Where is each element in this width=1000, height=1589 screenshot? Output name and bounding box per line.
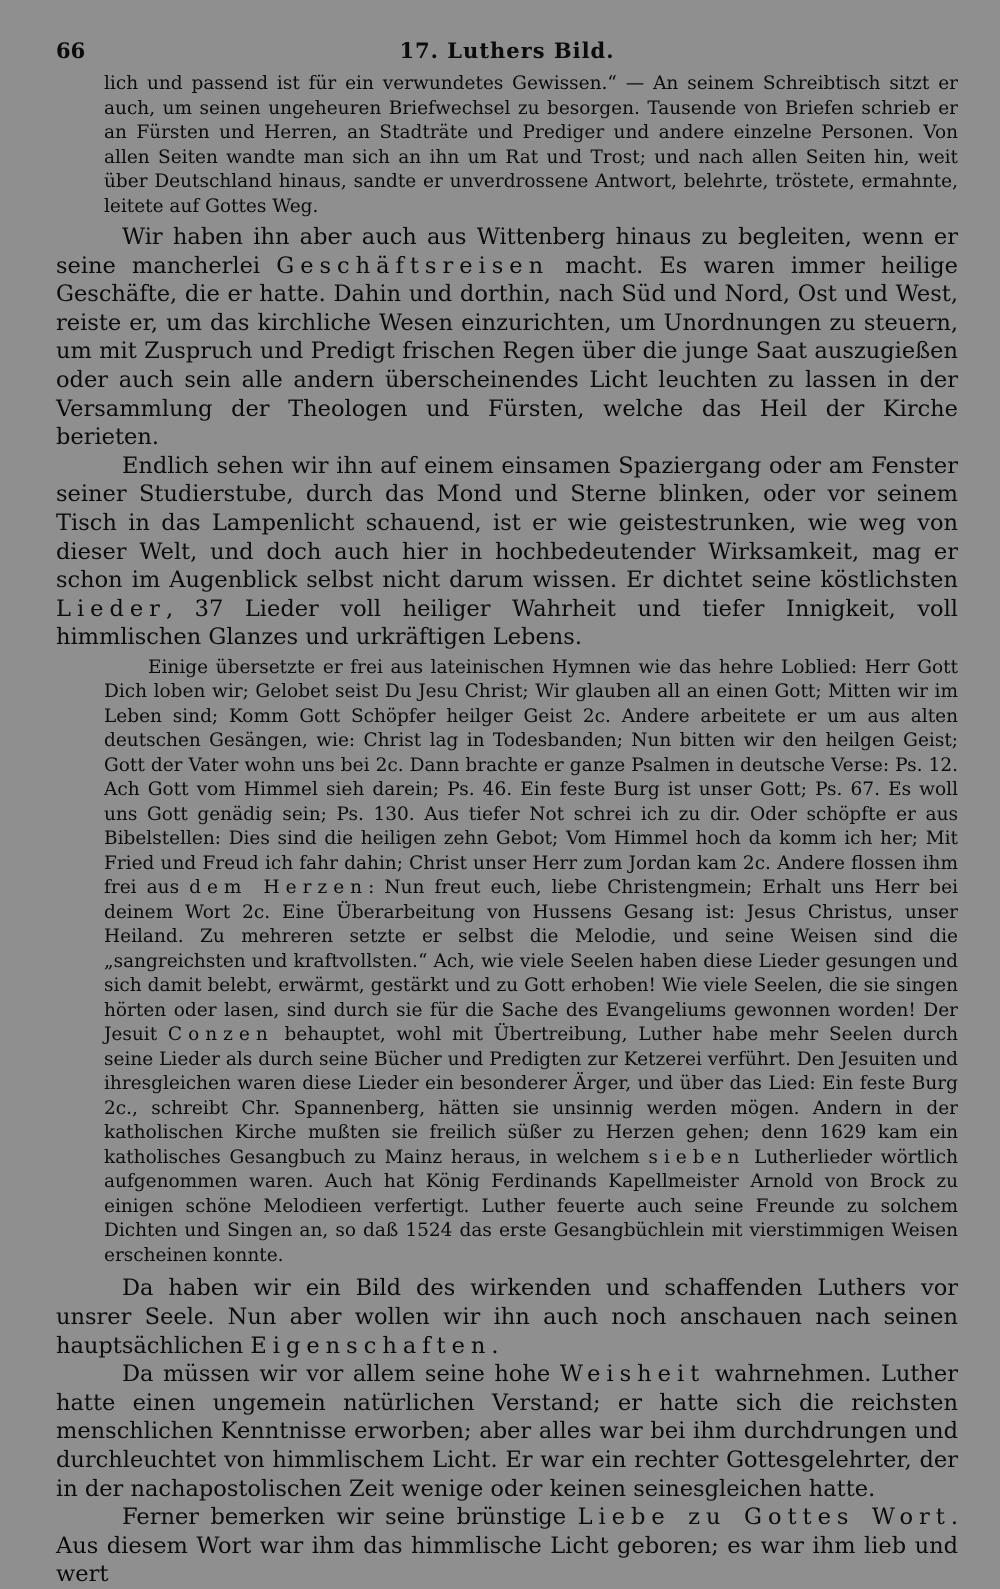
paragraph-text: Endlich sehen wir ihn auf einem einsamen Spaziergang oder am Fenster seiner Studierstube, durch das Mond und Sterne blinken, oder vor seinem Tisch in das Lampenlicht schauend, ist er wie geistestrunken, wie weg von dieser Welt, und doch auch hier in hochbedeutender Wirksamkeit, mag er schon im Augenblick selbst nicht darum wissen. Er dichtet seine köstlichsten bbox=[56, 452, 958, 594]
paragraph-journeys bbox=[56, 223, 958, 452]
paragraph-wisdom bbox=[56, 1360, 958, 1503]
paragraph-text: Da müssen wir vor allem seine hohe bbox=[122, 1361, 560, 1388]
emphasis-spaced: Eigenschaften bbox=[250, 1332, 492, 1359]
emphasis-spaced: Liebe zu Gottes Wort bbox=[577, 1504, 951, 1531]
paragraph-text: . bbox=[491, 1332, 499, 1359]
page-header bbox=[56, 32, 958, 72]
paragraph-text: Lutherlieder wörtlich aufgenommen waren. Auch hat König Ferdinands Kapellmeister Arnold von Brock zu einigen schöne Melodieen verfertigt. Luther feuerte auch seine Freunde zu solchem Dichten und Singen an, so daß 1524 das erste Gesangbüchlein mit vierstimmigen Weisen erscheinen konnte. bbox=[104, 1146, 958, 1266]
page-body bbox=[56, 72, 958, 1589]
paragraph-text: . Aus diesem Wort war ihm das himmlische Licht geboren; es war ihm lieb und wert bbox=[56, 1504, 958, 1588]
paragraph-text: Da haben wir ein Bild des wirkenden und schaffenden Luthers vor unsrer Seele. Nun aber wollen wir ihn auch noch anschauen nach seinen hauptsächlichen bbox=[56, 1275, 958, 1359]
emphasis-spaced: sieben bbox=[648, 1146, 746, 1168]
paragraph-characteristics bbox=[56, 1274, 958, 1360]
paragraph-text: , 37 Lieder voll heiliger Wahrheit und tiefer Innigkeit, voll himmlischen Glanzes und urkräftigen Lebens. bbox=[56, 595, 958, 651]
page-number: 66 bbox=[56, 38, 86, 63]
emphasis-spaced: dem Herzen bbox=[189, 877, 369, 899]
paragraph-hymn-list bbox=[56, 656, 958, 1269]
paragraph-text: : Nun freut euch, liebe Christengmein; Erhalt uns Herr bei deinem Wort 2c. Eine Überarbeitung von Hussens Gesang ist: Jesus Christus, unser Heiland. Zu mehreren setzte er selbst die Melodie, und seine Weisen sind die „sangreichsten und kraftvollsten.“ Ach, wie viele Seelen haben diese Lieder gesungen und sich damit belebt, erwärmt, gestärkt und zu Gott erhoben! Wie viele Seelen, die sie singen hörten oder lasen, sind durch sie für die Sache des Evangeliums gewonnen worden! Der Jesuit bbox=[104, 877, 959, 1046]
running-title: 17. Luthers Bild. bbox=[399, 38, 615, 63]
paragraph-text: lich und passend ist für ein verwundetes Gewissen.“ — An seinem Schreibtisch sitzt er auch, um seinen ungeheuren Briefwechsel zu besorgen. Tausende von Briefen schrieb er an Fürsten und Herren, an Stadträte und Prediger und andere einzelne Personen. Von allen Seiten wandte man sich an ihn um Rat und Trost; und nach allen Seiten hin, weit über Deutschland hinaus, sandte er unverdrossene Antwort, belehrte, tröstete, ermahnte, leitete auf Gottes Weg. bbox=[104, 73, 958, 217]
emphasis-spaced: Lieder bbox=[56, 595, 166, 622]
paragraph-songs-intro bbox=[56, 452, 958, 652]
emphasis-spaced: Weisheit bbox=[559, 1361, 706, 1388]
paragraph-text: Wir haben ihn aber auch aus Wittenberg hinaus zu begleiten, wenn er seine mancherlei bbox=[56, 224, 958, 279]
paragraph-letters-continued bbox=[56, 72, 958, 219]
paragraph-text: behauptet, wohl mit Übertreibung, Luther habe mehr Seelen durch seine Lieder als durch seine Bücher und Predigten zur Ketzerei verführt. Den Jesuiten und ihresgleichen waren diese Lieder ein besonderer Ärger, und über das Lied: Ein feste Burg 2c., schreibt Chr. Spannenberg, hätten sie unsinnig werden mögen. Andern in der katholischen Kirche mußten sie freilich süßer zu Herzen gehen; denn 1629 kam ein katholisches Gesangbuch zu Mainz heraus, in welchem bbox=[104, 1024, 958, 1168]
paragraph-love-of-word bbox=[56, 1503, 958, 1589]
paragraph-text: wahrnehmen. Luther hatte einen ungemein natürlichen Verstand; er hatte sich die reichsten menschlichen Kenntnisse erworben; aber alles war bei ihm durchdrungen und durchleuchtet von himmlischem Licht. Er war ein rechter Gottesgelehrter, der in der nachapostolischen Zeit wenige oder keinen seinesgleichen hatte. bbox=[56, 1361, 958, 1502]
paragraph-text: Ferner bemerken wir seine brünstige bbox=[122, 1504, 578, 1531]
emphasis-spaced: Conzen bbox=[167, 1024, 274, 1046]
paragraph-text: Einige übersetzte er frei aus lateinischen Hymnen wie das hehre Loblied: Herr Gott Dich loben wir; Gelobet seist Du Jesu Christ; Wir glauben all an einen Gott; Mitten wir im Leben sind; Komm Gott Schöpfer heilger Geist 2c. Andere arbeitete er um aus alten deutschen Gesängen, wie: Christ lag in Todesbanden; Nun bitten wir den heilgen Geist; Gott der Vater wohn uns bei 2c. Dann brachte er ganze Psalmen in deutsche Verse: Ps. 12. Ach Gott vom Himmel sieh darein; Ps. 46. Ein feste Burg ist unser Gott; Ps. 67. Es woll uns Gott genädig sein; Ps. 130. Aus tiefer Not schrei ich zu dir. Oder schöpfte er aus Bibelstellen: Dies sind die heiligen zehn Gebot; Vom Himmel hoch da komm ich her; Mit Fried und Freud ich fahr dahin; Christ unser Herr zum Jordan kam 2c. Andere flossen ihm frei aus bbox=[104, 656, 958, 899]
emphasis-spaced: Geschäftsreisen bbox=[276, 252, 550, 279]
paragraph-text: macht. Es waren immer heilige Geschäfte, die er hatte. Dahin und dorthin, nach Süd und Nord, Ost und West, reiste er, um das kirchliche Wesen einzurichten, um Unordnungen zu steuern, um mit Zuspruch und Predigt frischen Regen über die junge Saat auszugießen oder auch sein alle andern überscheinendes Licht leuchten zu lassen in der Versammlung der Theologen und Fürsten, welche das Heil der Kirche berieten. bbox=[56, 252, 958, 451]
